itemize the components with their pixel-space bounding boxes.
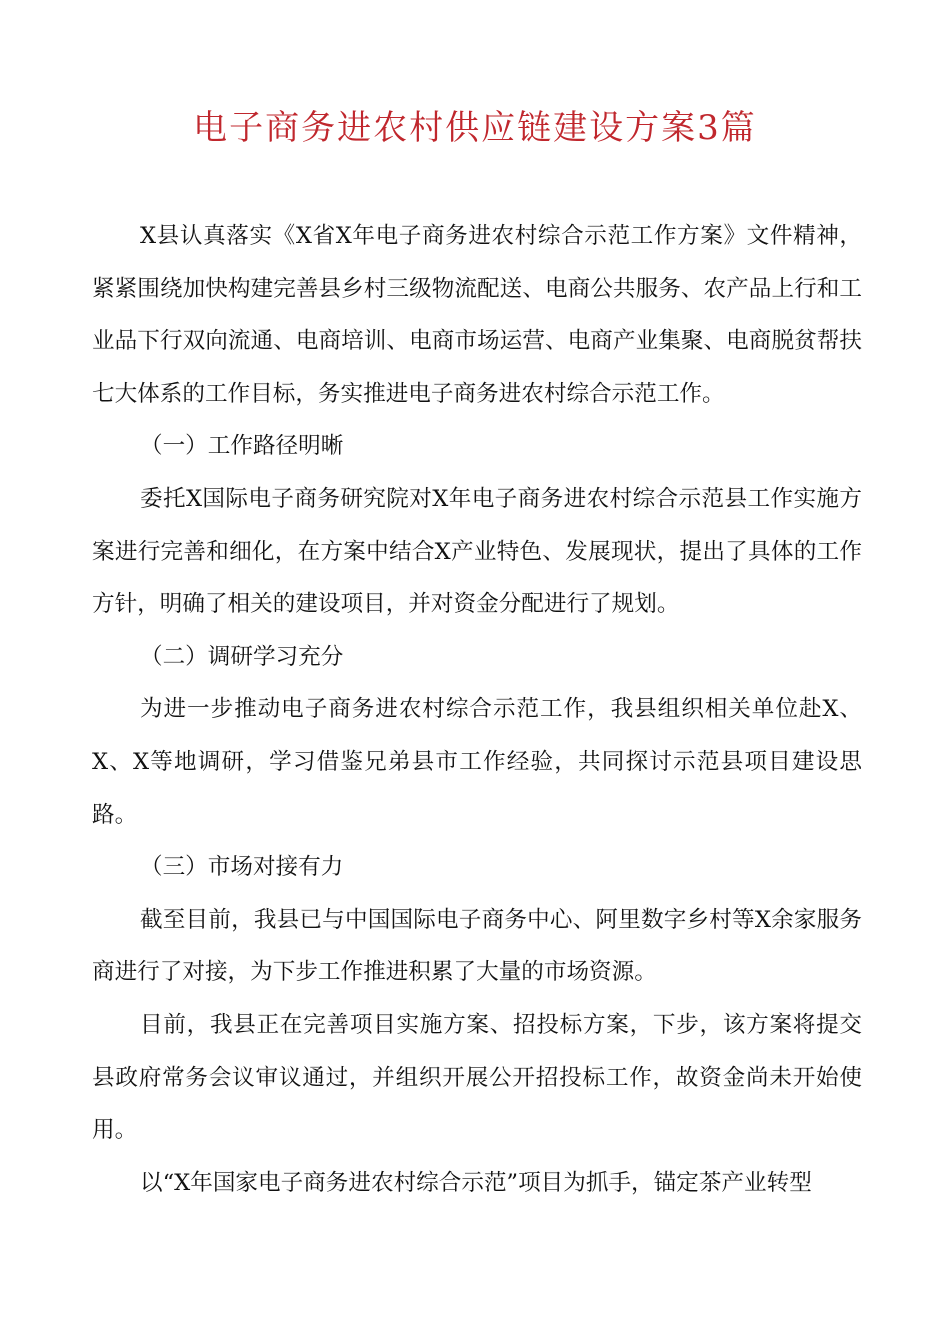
body-paragraph: 截至目前，我县已与中国国际电子商务中心、阿里数字乡村等X余家服务商进行了对接，为下步工作推进积累了大量的市场资源。 xyxy=(92,906,862,986)
section-heading-2: （二）调研学习充分 xyxy=(140,643,344,670)
body-paragraph: 以“X年国家电子商务进农村综合示范”项目为抓手，锚定茶产业转型 xyxy=(140,1169,812,1196)
body-paragraph: 目前，我县正在完善项目实施方案、招投标方案，下步，该方案将提交县政府常务会议审议通过，并组织开展公开招投标工作，故资金尚未开始使用。 xyxy=(92,1011,862,1144)
document-title: 电子商务进农村供应链建设方案3篇 xyxy=(193,108,757,148)
body-paragraph: X县认真落实《X省X年电子商务进农村综合示范工作方案》文件精神，紧紧围绕加快构建完善县乡村三级物流配送、电商公共服务、农产品上行和工业品下行双向流通、电商培训、电商市场运营、电商产业集聚、电商脱贫帮扶七大体系的工作目标，务实推进电子商务进农村综合示范工作。 xyxy=(92,223,862,407)
body-paragraph: 为进一步推动电子商务进农村综合示范工作，我县组织相关单位赴X、X、X等地调研，学习借鉴兄弟县市工作经验，共同探讨示范县项目建设思路。 xyxy=(92,696,862,828)
section-heading-3: （三）市场对接有力 xyxy=(140,854,344,881)
body-paragraph: 委托X国际电子商务研究院对X年电子商务进农村综合示范县工作实施方案进行完善和细化，在方案中结合X产业特色、发展现状，提出了具体的工作方针，明确了相关的建设项目，并对资金分配进行了规划。 xyxy=(92,485,862,618)
document-body xyxy=(92,210,862,1209)
section-heading-1: （一）工作路径明晰 xyxy=(140,433,344,460)
